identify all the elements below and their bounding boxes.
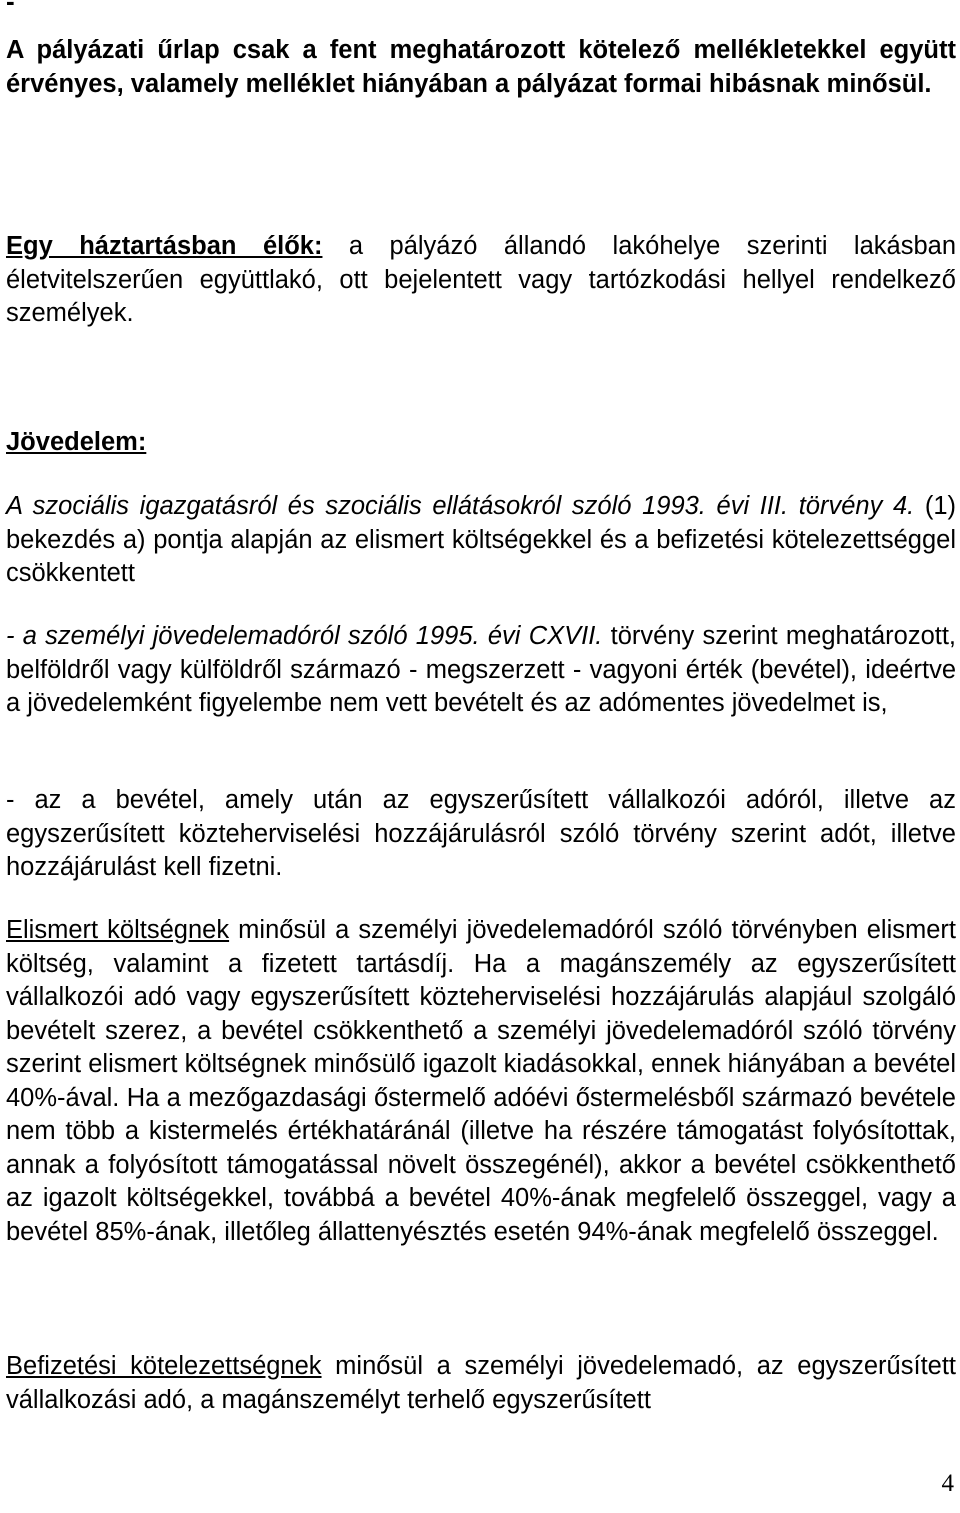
costs-paragraph bbox=[6, 914, 956, 1249]
income-item-2: - az a bevétel, amely után az egyszerűsített vállalkozói adóról, illetve az egyszerűsített közteherviselési hozzájárulásról szóló törvény szerint adót, illetve hozzájárulást kell fizetni. bbox=[6, 786, 956, 881]
payment-paragraph bbox=[6, 1350, 956, 1417]
income-heading: Jövedelem: bbox=[6, 428, 147, 456]
costs-text: minősül a személyi jövedelemadóról szóló törvényben elismert költség, valamint a fizetett tartásdíj. Ha a magánszemély az egyszerűsített vállalkozói adó vagy egyszerűsített közteherviselési hozzájárulás alapjául szolgáló bevételt szerez, a bevétel csökkenthető a személyi jövedelemadóról szóló törvény szerint elismert költségnek minősülő igazolt kiadásokkal, ennek hiányában a bevétel 40%-ával. Ha a mezőgazdasági őstermelő adóévi őstermelésből származó bevétele nem több a kistermelés értékhatáránál (illetve ha részére támogatást folyósítottak, annak a folyósított támogatással növelt összegénél), akkor a bevétel csökkenthető az igazolt költségekkel, továbbá a bevétel 40%-ának megfelelő összeggel, vagy a bevétel 85%-ának, illetőleg állattenyésztés esetén 94%-ának megfelelő összeggel. bbox=[6, 916, 956, 1246]
page-number: 4 bbox=[941, 1470, 954, 1497]
household-paragraph bbox=[6, 230, 956, 331]
income-item-1 bbox=[6, 620, 956, 721]
income-item-1-law: - a személyi jövedelemadóról szóló 1995. évi CXVII. bbox=[6, 622, 603, 650]
income-item-1-rest: törvény szerint meghatározott, belföldről vagy külföldről származó - megszerzett - vagyoni érték (bevétel), ideértve a jövedelemként figyelembe nem vett bevételt és az adómentes jövedelmet is, bbox=[6, 622, 956, 717]
notice-paragraph: A pályázati űrlap csak a fent meghatározott kötelező mellékletekkel együtt érvényes, valamely melléklet hiányában a pályázat formai hibásnak minősül. bbox=[6, 36, 956, 98]
payment-text: minősül a személyi jövedelemadó, az egyszerűsített vállalkozási adó, a magánszemélyt terhelő egyszerűsített bbox=[6, 1352, 956, 1414]
income-intro-paragraph bbox=[6, 490, 956, 591]
top-dash: - bbox=[6, 0, 15, 16]
household-term: Egy háztartásban élők: bbox=[6, 232, 323, 260]
income-intro-law: A szociális igazgatásról és szociális ellátásokról szóló 1993. évi III. törvény 4. bbox=[6, 492, 915, 520]
income-intro-rest: (1) bekezdés a) pontja alapján az elismert költségekkel és a befizetési kötelezettséggel csökkentett bbox=[6, 492, 957, 587]
household-definition: a pályázó állandó lakóhelye szerinti lakásban életvitelszerűen együttlakó, ott bejelentett vagy tartózkodási hellyel rendelkező személyek. bbox=[6, 232, 956, 327]
costs-term: Elismert költségnek bbox=[6, 916, 230, 944]
payment-term: Befizetési kötelezettségnek bbox=[6, 1352, 322, 1380]
